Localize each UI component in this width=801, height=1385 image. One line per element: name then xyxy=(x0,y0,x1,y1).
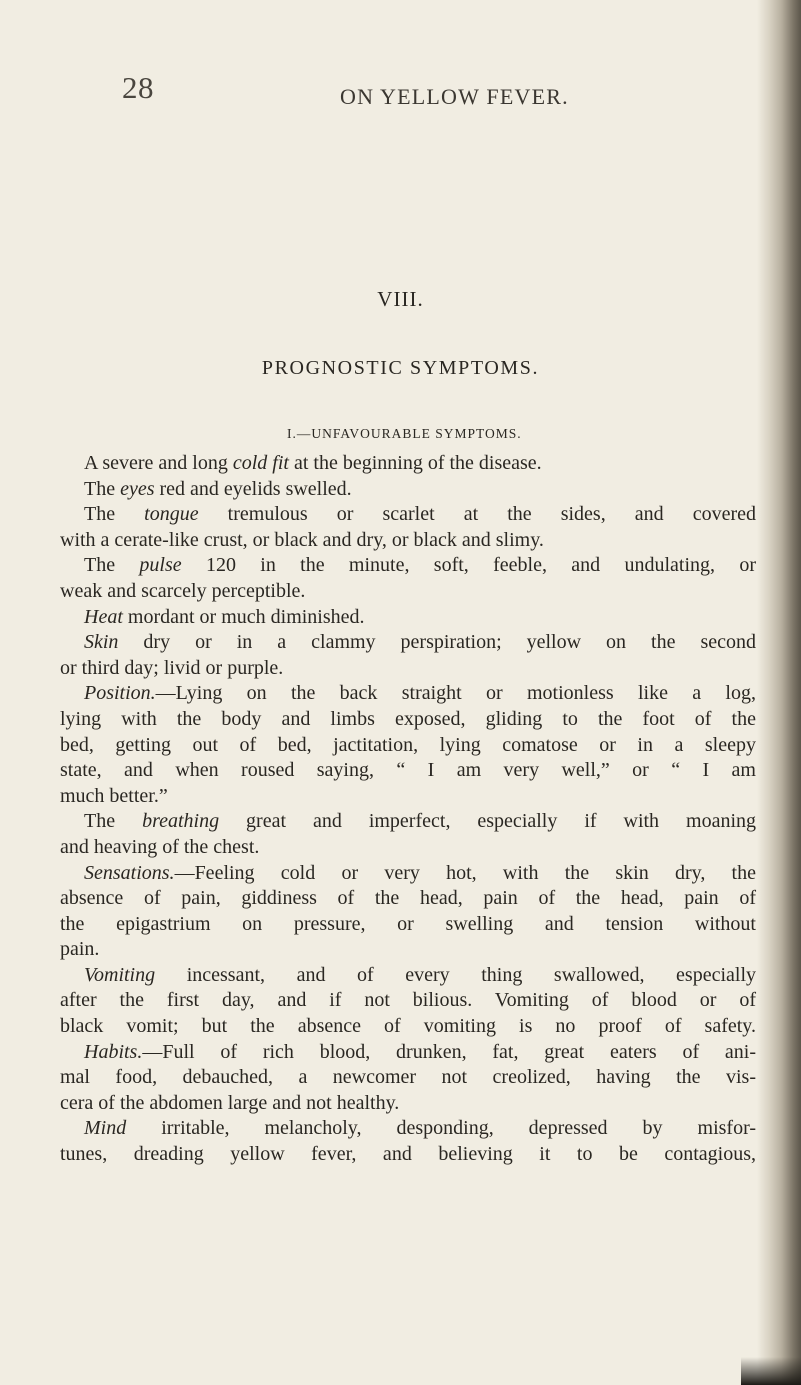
text-line: absence of pain, giddiness of the head, pain of the head, pain of xyxy=(60,887,756,910)
text-span: great and imperfect, especially if with moaning xyxy=(219,810,756,833)
text-span: —Lying on the back straight or motionless like a log, xyxy=(155,682,756,705)
text-line: state, and when roused saying, “ I am very well,” or “ I am xyxy=(60,759,756,782)
body-text xyxy=(60,451,756,1168)
paragraph-skin-line xyxy=(60,630,756,656)
keyword-italic: Habits. xyxy=(84,1040,143,1063)
paragraph-cold-fit xyxy=(60,451,756,477)
text-line: and heaving of the chest. xyxy=(60,835,260,858)
subsection-heading: I.—UNFAVOURABLE SYMPTOMS. xyxy=(287,426,522,441)
text-line: cera of the abdomen large and not healthy. xyxy=(60,1091,400,1114)
page-number: 28 xyxy=(122,70,154,105)
keyword-italic: breathing xyxy=(142,810,220,833)
keyword-italic: tongue xyxy=(144,503,199,526)
text-line: lying with the body and limbs exposed, gliding to the foot of the xyxy=(60,707,756,730)
text-span: A severe and long xyxy=(84,452,233,474)
keyword-italic: Mind xyxy=(84,1117,127,1140)
keyword-italic: eyes xyxy=(120,477,155,500)
text-line: bed, getting out of bed, jactitation, lying comatose or in a sleepy xyxy=(60,733,756,756)
text-span: The xyxy=(84,554,140,577)
paragraph-sensations-line xyxy=(60,861,756,887)
paragraph-habits-line xyxy=(60,1040,756,1066)
text-line: after the first day, and if not bilious. Vomiting of blood or of xyxy=(60,989,756,1012)
text-span: 120 in the minute, soft, feeble, and undulating, or xyxy=(181,554,757,577)
section-number: VIII. xyxy=(377,287,424,311)
running-head: ON YELLOW FEVER. xyxy=(340,84,569,109)
keyword-italic: Sensations. xyxy=(84,861,175,884)
text-span: The xyxy=(84,810,143,833)
paragraph-mind-line xyxy=(60,1116,756,1142)
keyword-italic: Position. xyxy=(84,682,156,705)
text-span: incessant, and of every thing swallowed, especially xyxy=(155,963,756,986)
keyword-italic: Heat xyxy=(84,605,123,628)
text-span: dry or in a clammy perspiration; yellow on the second xyxy=(118,631,756,654)
paragraph-tongue-line xyxy=(60,502,756,528)
text-line: much better.” xyxy=(60,784,168,807)
text-span: red and eyelids swelled. xyxy=(154,477,352,500)
text-line: weak and scarcely perceptible. xyxy=(60,579,306,602)
keyword-italic: pulse xyxy=(139,554,182,577)
text-line: or third day; livid or purple. xyxy=(60,656,284,679)
text-line: the epigastrium on pressure, or swelling and tension without xyxy=(60,912,756,935)
text-span: —Feeling cold or very hot, with the skin dry, the xyxy=(174,861,756,884)
section-title: PROGNOSTIC SYMPTOMS. xyxy=(261,357,540,379)
text-span: at the beginning of the disease. xyxy=(288,452,542,474)
text-line: tunes, dreading yellow fever, and believing it to be contagious, xyxy=(60,1143,756,1166)
paragraph-position-line xyxy=(60,681,756,707)
paragraph-breathing-line xyxy=(60,809,756,835)
text-line: black vomit; but the absence of vomiting is no proof of safety. xyxy=(60,1015,756,1038)
text-span: The xyxy=(84,503,145,526)
paragraph-pulse-line xyxy=(60,553,756,579)
text-span: —Full of rich blood, drunken, fat, great eaters of ani- xyxy=(142,1040,756,1063)
text-span: tremulous or scarlet at the sides, and covered xyxy=(198,503,757,526)
paragraph-heat xyxy=(60,605,756,631)
keyword-italic: Vomiting xyxy=(84,963,156,986)
text-span: irritable, melancholy, desponding, depressed by misfor- xyxy=(126,1117,756,1140)
paragraph-vomiting-line xyxy=(60,963,756,989)
keyword-italic: cold fit xyxy=(232,452,289,474)
text-line: with a cerate-like crust, or black and dry, or black and slimy. xyxy=(60,528,544,551)
paragraph-eyes xyxy=(60,477,756,503)
page-edge-shadow xyxy=(757,0,801,1385)
keyword-italic: Skin xyxy=(84,631,119,654)
text-span: The xyxy=(84,477,121,500)
text-line: mal food, debauched, a newcomer not creolized, having the vis- xyxy=(60,1066,756,1089)
text-line: pain. xyxy=(60,938,100,961)
text-span: mordant or much diminished. xyxy=(122,605,365,628)
